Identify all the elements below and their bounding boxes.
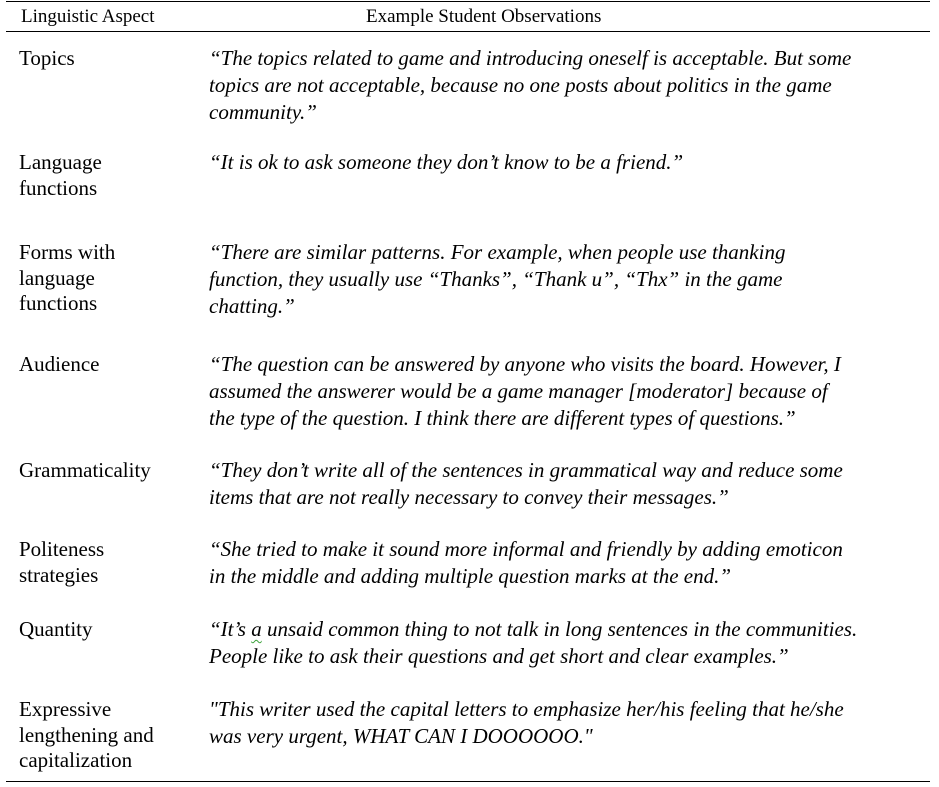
table-bottom-rule [6, 781, 930, 782]
observation-quantity: “It’s a unsaid common thing to not talk in long sentences in the communities. People like to ask their questions and get short and clear examples.” [209, 617, 858, 668]
column-header-observations: Example Student Observations [366, 6, 602, 27]
observation-forms-with-language-functions: “There are similar patterns. For example, when people use thanking function, they usually use “Thanks”, “Thank u”, “Thx” in the game chatting.” [209, 240, 786, 318]
aspect-audience: Audience [19, 352, 100, 376]
observation-politeness-strategies: “She tried to make it sound more informal and friendly by adding emoticon in the middle and adding multiple question marks at the end.” [209, 537, 843, 588]
spellcheck-underline: a [251, 617, 262, 641]
column-header-aspect: Linguistic Aspect [21, 6, 155, 27]
observation-audience: “The question can be answered by anyone who visits the board. However, I assumed the answerer would be a game manager [moderator] because of the type of the question. I think there are different types of questions.” [209, 352, 841, 430]
aspect-language-functions: Language functions [19, 150, 102, 200]
aspect-grammaticality: Grammaticality [19, 458, 151, 482]
table-top-rule [6, 1, 930, 2]
aspect-quantity: Quantity [19, 617, 93, 641]
observation-language-functions: “It is ok to ask someone they don’t know to be a friend.” [209, 150, 684, 174]
observation-topics: “The topics related to game and introducing oneself is acceptable. But some topics are not acceptable, because no one posts about politics in the game community.” [209, 46, 852, 124]
aspect-expressive-lengthening: Expressive lengthening and capitalization [19, 697, 154, 772]
aspect-topics: Topics [19, 46, 75, 70]
observation-expressive-lengthening: "This writer used the capital letters to emphasize her/his feeling that he/she was very urgent, WHAT CAN I DOOOOOO." [209, 697, 844, 748]
aspect-politeness-strategies: Politeness strategies [19, 537, 105, 587]
header-rule [6, 31, 930, 32]
observation-grammaticality: “They don’t write all of the sentences in grammatical way and reduce some items that are not really necessary to convey their messages.” [209, 458, 843, 509]
aspect-forms-with-language-functions: Forms with language functions [19, 240, 116, 315]
